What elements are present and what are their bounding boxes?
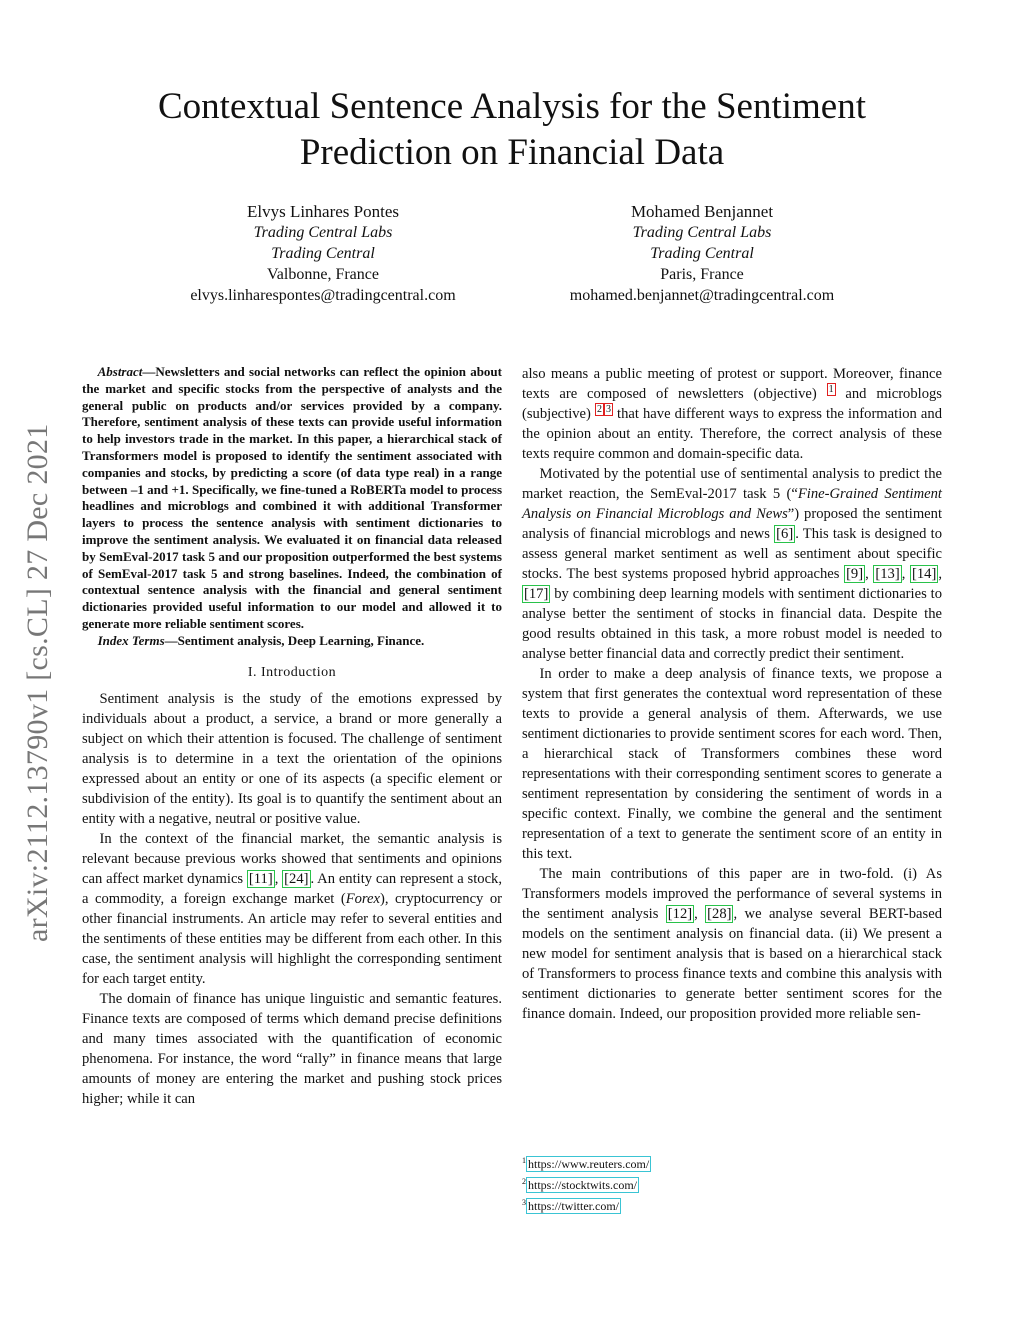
paragraph: In order to make a deep analysis of finance texts, we propose a system that first generates the contextual word representation of these texts to provide a general analysis of them. Afterwards, we use sentiment dictionaries to provide sentiment scores for each word. Then, a hierarchical stack of Transformers combines these word representations with their corresponding sentiment scores to generate a sentiment representation by considering the sentiment of words in a specific context. Finally, we combine the general and the sentiment representation of a text to generate the sentiment score of an entity in this text. bbox=[522, 666, 942, 862]
author-city: Paris, France bbox=[660, 266, 744, 283]
citation-link[interactable]: [12] bbox=[667, 906, 693, 922]
paper-title bbox=[0, 84, 1024, 176]
paragraph: The domain of finance has unique linguistic and semantic features. Finance texts are composed of terms which demand precise definitions and many times associated with the quantification of economic phenomena. For instance, the word “rally” in finance means that large amounts of money are entering the market and pushing stock prices higher; while it can bbox=[82, 990, 502, 1107]
footnotes bbox=[522, 1152, 651, 1215]
author-affiliation: Trading Central bbox=[271, 245, 375, 262]
footnote: $^1$ https://www.reuters.com/ bbox=[522, 1156, 650, 1171]
footnote-link[interactable]: 1 bbox=[828, 384, 834, 396]
footnote: $^2$ https://stocktwits.com/ bbox=[522, 1177, 638, 1192]
citation-link[interactable]: [14] bbox=[912, 566, 937, 582]
citation-link[interactable]: [11] bbox=[248, 870, 273, 887]
footnote-link[interactable]: 3 bbox=[605, 404, 611, 416]
citation-link[interactable]: [13] bbox=[875, 566, 900, 582]
author-block-1 bbox=[143, 201, 503, 306]
author-city: Valbonne, France bbox=[267, 266, 379, 283]
paragraph: The main contributions of this paper are in two-fold. (i) As Transformers models improved the performance of several systems in the sentiment analysis [12] , [28] , we analyse several BERT-based models on the sentiment analysis on financial data. (ii) We present a new model for sentiment analysis that is based on a hierarchical stack of Transformers to process finance texts and combine this analysis with sentiment dictionaries to generate better sentiment scores for the finance domain. Indeed, our proposition provided more reliable sen- bbox=[522, 866, 942, 1022]
author-block-2 bbox=[522, 201, 882, 306]
footnote-url[interactable]: https://twitter.com/ bbox=[528, 1199, 619, 1213]
citation-link[interactable]: [6] bbox=[776, 526, 794, 542]
paragraph: Sentiment analysis is the study of the emotions expressed by individuals about a product, a service, a brand or more generally a subject on which their attention is focused. The challenge of sentiment analysis is to determine in a text the orientation of the opinions expressed about an entity or one of its aspects (a specific element or subdivision of the entity). Its goal is to quantify the sentiment about an entity with a negative, neutral or positive value. bbox=[82, 690, 502, 827]
citation-link[interactable]: [28] bbox=[707, 906, 732, 922]
title-line-1: Contextual Sentence Analysis for the Sentiment bbox=[157, 86, 866, 127]
index-terms-label: Index Terms bbox=[97, 632, 165, 648]
author-affiliation: Trading Central Labs bbox=[253, 224, 393, 241]
abstract: Abstract—Newsletters and social networks can reflect the opinion about the market and specific stocks from the perspective of analysts and the general public on products and/or services provided by a company. Therefore, sentiment analysis of these texts can provide useful information to help investors trade in the market. In this paper, a hierarchical stack of Transformers model is proposed to identify the sentiment associated with companies and stocks, by predicting a score (of data type real) in a range between –1 and +1. Specifically, we fine-tuned a RoBERTa model to process headlines and microblogs and combined it with additional Transformer layers to process the sentence analysis with sentiment dictionaries to improve the sentiment analysis. We evaluated it on financial data released by SemEval-2017 task 5 and our proposition outperformed the best systems of SemEval-2017 task 5 and strong baselines. Indeed, the combination of contextual sentence analysis with the financial and general sentiment dictionaries provided useful information to our model and allowed it to generate more reliable sentiment scores. Index Terms—Sentiment analysis, Deep Learning, Finance. bbox=[82, 364, 502, 648]
author-email: mohamed.benjannet@tradingcentral.com bbox=[569, 287, 835, 304]
footnote-link[interactable]: 2 bbox=[596, 404, 602, 416]
author-name: Mohamed Benjannet bbox=[630, 202, 774, 221]
section-heading: I. Introduction bbox=[247, 664, 337, 680]
author-affiliation: Trading Central Labs bbox=[632, 224, 772, 241]
abstract-text: Newsletters and social networks can reflect the opinion about the market and specific stocks from the perspective of analysts and the general public on products and/or services provided by a company. Therefore, sentiment analysis of these texts can provide useful information to help investors trade in the market. In this paper, a hierarchical stack of Transformers model is proposed to identify the sentiment associated with companies and stocks, by predicting a score (of data type real) in a range between –1 and +1. Specifically, we fine-tuned a RoBERTa model to process headlines and microblogs and combined it with additional Transformer layers to process the sentence analysis with sentiment dictionaries to improve the sentiment analysis. We evaluated it on financial data released by SemEval-2017 task 5 and our proposition outperformed the best systems of SemEval-2017 task 5 and strong baselines. Indeed, the combination of contextual sentence analysis with the financial and general sentiment dictionaries provided useful information to our model and allowed it to generate more reliable sentiment scores. bbox=[82, 364, 502, 631]
title-line-2: Prediction on Financial Data bbox=[299, 132, 725, 173]
author-email: elvys.linharespontes@tradingcentral.com bbox=[190, 287, 456, 304]
right-column bbox=[522, 364, 942, 1024]
paragraph: also means a public meeting of protest or support. Moreover, finance texts are composed of newsletters (objective) $^1$ and microblogs (subjective) $^2$ $^3$ that have different ways to express the information and the opinion about an entity. Therefore, the correct analysis of these texts require common and domain-specific data. bbox=[522, 366, 942, 462]
footnote: $^3$ https://twitter.com/ bbox=[522, 1198, 619, 1213]
paragraph: Motivated by the potential use of sentimental analysis to predict the market reaction, the SemEval-2017 task 5 (“Fine-Grained Sentiment Analysis on Financial Microblogs and News”) proposed the sentiment analysis of financial microblogs and news [6] . This task is designed to assess general market sentiment as well as sentiment about specific stocks. The best systems proposed hybrid approaches [9] , [13] , [14] , [17] by combining deep learning models with sentiment dictionaries to analyse better the sentiment of stocks in financial data. Despite the good results obtained in this task, a more robust model is needed to analyse better financial data and correctly predict their sentiment. bbox=[522, 466, 943, 662]
arxiv-stamp: arXiv:2112.13790v1 [cs.CL] 27 Dec 2021 bbox=[21, 423, 54, 942]
abstract-label: Abstract bbox=[97, 364, 143, 379]
left-column bbox=[82, 364, 502, 1109]
index-terms-text: Sentiment analysis, Deep Learning, Finance. bbox=[177, 632, 425, 648]
citation-link[interactable]: [17] bbox=[524, 586, 549, 602]
author-name: Elvys Linhares Pontes bbox=[246, 202, 400, 221]
footnote-url[interactable]: https://stocktwits.com/ bbox=[528, 1178, 638, 1192]
paragraph: In the context of the financial market, the semantic analysis is relevant because previous works showed that sentiments and opinions can affect market dynamics [11] , [24] . An entity can represent a stock, a commodity, a foreign exchange market (Forex), cryptocurrency or other financial instruments. An article may refer to several entities and the sentiments of these entities may be different from each other. In this case, the sentiment analysis will highlight the corresponding sentiment for each target entity. bbox=[82, 830, 502, 987]
author-affiliation: Trading Central bbox=[650, 245, 754, 262]
footnote-url[interactable]: https://www.reuters.com/ bbox=[528, 1157, 650, 1171]
citation-link[interactable]: [24] bbox=[284, 870, 309, 887]
citation-link[interactable]: [9] bbox=[846, 566, 864, 582]
